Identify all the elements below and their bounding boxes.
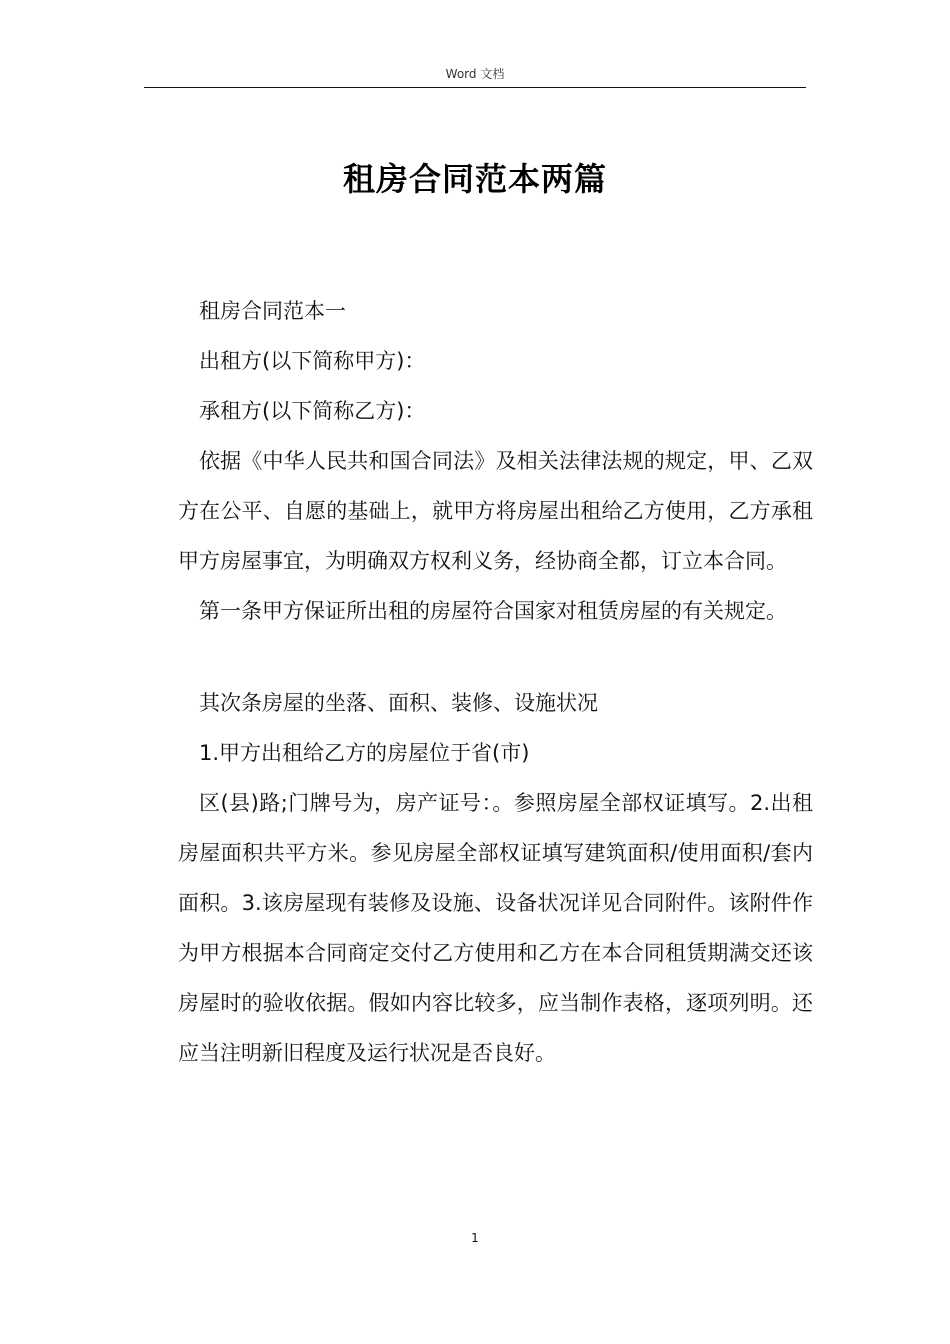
article-two-heading: 其次条房屋的坐落、面积、装修、设施状况: [199, 691, 598, 715]
house-details-paragraph: 区(县)路;门牌号为，房产证号：。参照房屋全部权证填写。2.出租房屋面积共平方米。参见房屋全部权证填写建筑面积/使用面积/套内面积。3.该房屋现有装修及设施、设备状况详见合同附件。该附件作为甲方根据本合同商定交付乙方使用和乙方在本合同租赁期满交还该房屋时的验收依据。假如内容比较多，应当制作表格，逐项列明。还应当注明新旧程度及运行状况是否良好。: [178, 791, 813, 1065]
page-number: 1: [471, 1231, 479, 1245]
lessee-line: 承租方(以下简称乙方)：: [199, 399, 426, 423]
header-divider: [144, 87, 806, 88]
document-body: [178, 286, 813, 1078]
lessor-line: 出租方(以下简称甲方)：: [199, 349, 426, 373]
page-header: Word 文档: [445, 67, 505, 81]
article-one-paragraph: 第一条甲方保证所出租的房屋符合国家对租赁房屋的有关规定。: [199, 599, 787, 623]
section-heading-contract-one: 租房合同范本一: [199, 299, 346, 323]
paragraph-spacer: [178, 636, 813, 678]
document-title: 租房合同范本两篇: [342, 160, 607, 198]
house-location-line: 1.甲方出租给乙方的房屋位于省(市): [199, 741, 530, 765]
preamble-paragraph: 依据《中华人民共和国合同法》及相关法律法规的规定，甲、乙双方在公平、自愿的基础上，就甲方将房屋出租给乙方使用，乙方承租甲方房屋事宜，为明确双方权利义务，经协商全都，订立本合同。: [178, 449, 813, 573]
